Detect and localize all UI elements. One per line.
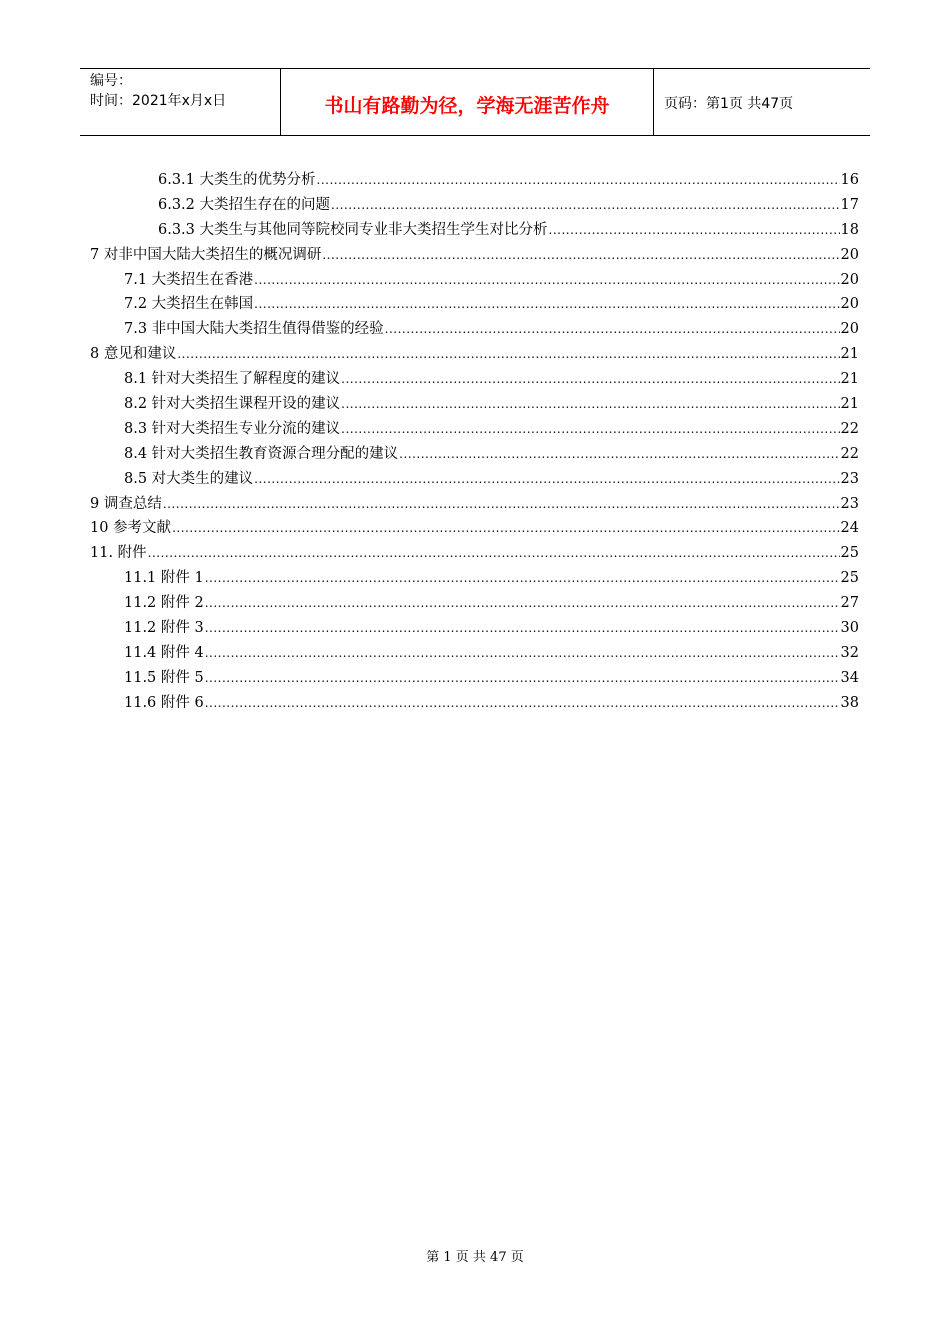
toc-dot-leader [205,571,840,585]
toc-entry[interactable] [90,467,859,492]
toc-entry-title: 11.1 附件 1 [124,570,204,587]
toc-entry-title: 11. 附件 [90,545,147,562]
toc-entry[interactable] [90,442,859,467]
toc-entry-title: 6.3.1 大类生的优势分析 [158,172,316,188]
toc-entry-title: 8.1 针对大类招生了解程度的建议 [124,371,341,388]
toc-dot-leader [205,671,840,685]
toc-dot-leader [341,397,839,411]
toc-entry-title: 7.3 非中国大陆大类招生值得借鉴的经验 [124,321,384,338]
toc-entry-title: 9 调查总结 [90,495,162,512]
toc-dot-leader [205,696,840,710]
toc-entry-title: 7.1 大类招生在香港 [124,271,254,288]
toc-entry-page-number: 17 [840,196,859,213]
header-motto: 书山有路勤为径，学海无涯苦作舟 [281,69,654,135]
toc-entry-page-number: 20 [840,296,859,313]
toc-entry[interactable] [90,168,859,193]
toc-entry[interactable] [90,417,859,442]
toc-entry[interactable] [90,691,859,716]
toc-entry-title: 8 意见和建议 [90,346,177,363]
toc-entry-page-number: 30 [840,620,859,637]
toc-entry-page-number: 21 [840,396,859,413]
toc-dot-leader [399,447,839,461]
toc-entry[interactable] [90,541,859,566]
toc-dot-leader [322,248,839,262]
toc-entry[interactable] [90,616,859,641]
toc-entry-page-number: 20 [840,246,859,263]
toc-dot-leader [205,646,840,660]
toc-entry[interactable] [90,193,859,218]
toc-entry-page-number: 32 [840,644,859,661]
toc-entry-title: 8.4 针对大类招生教育资源合理分配的建议 [124,445,399,462]
toc-entry[interactable] [90,317,859,342]
header-meta [80,69,281,135]
toc-entry-title: 6.3.3 大类生与其他同等院校同专业非大类招生学生对比分析 [158,221,548,238]
toc-entry-page-number: 21 [840,346,859,363]
toc-entry[interactable] [90,641,859,666]
page-header [80,68,870,136]
toc-entry-title: 8.5 对大类生的建议 [124,470,254,487]
toc-entry[interactable] [90,292,859,317]
toc-entry-title: 11.2 附件 2 [124,595,204,612]
toc-dot-leader [205,621,840,635]
toc-entry[interactable] [90,243,859,268]
document-date-label: 时间：2021年x月x日 [90,93,227,109]
toc-entry-title: 8.3 针对大类招生专业分流的建议 [124,420,341,437]
toc-dot-leader [148,546,840,560]
header-page-info: 页码：第1页 共47页 [664,96,794,112]
toc-entry-page-number: 20 [840,271,859,288]
toc-entry[interactable] [90,566,859,591]
toc-dot-leader [317,173,840,187]
toc-entry-page-number: 20 [840,321,859,338]
toc-entry-page-number: 24 [840,520,859,537]
toc-entry-page-number: 34 [840,669,859,686]
toc-entry-title: 11.5 附件 5 [124,669,204,686]
toc-entry-title: 11.4 附件 4 [124,644,204,661]
toc-entry-page-number: 22 [840,420,859,437]
toc-dot-leader [172,521,839,535]
toc-entry-title: 10 参考文献 [90,520,172,537]
toc-entry-page-number: 23 [840,470,859,487]
toc-entry-page-number: 16 [840,172,859,188]
toc-dot-leader [331,198,840,212]
toc-dot-leader [254,472,839,486]
page-footer: 第 1 页 共 47 页 [426,1250,524,1265]
toc-entry[interactable] [90,392,859,417]
toc-entry[interactable] [90,218,859,243]
toc-dot-leader [341,422,839,436]
toc-dot-leader [341,372,839,386]
toc-entry[interactable] [90,516,859,541]
toc-dot-leader [205,596,840,610]
toc-entry[interactable] [90,591,859,616]
toc-entry-page-number: 25 [840,570,859,587]
table-of-contents [90,168,859,716]
toc-entry-page-number: 27 [840,595,859,612]
toc-entry-page-number: 38 [840,694,859,711]
toc-entry[interactable] [90,666,859,691]
toc-entry-title: 7.2 大类招生在韩国 [124,296,254,313]
toc-entry-title: 7 对非中国大陆大类招生的概况调研 [90,246,322,263]
toc-dot-leader [254,273,839,287]
toc-entry-title: 6.3.2 大类招生存在的问题 [158,196,331,213]
toc-dot-leader [254,297,839,311]
toc-entry-page-number: 21 [840,371,859,388]
toc-entry-page-number: 18 [840,221,859,238]
toc-entry-page-number: 22 [840,445,859,462]
document-number-label: 编号： [90,73,132,89]
toc-dot-leader [177,347,839,361]
toc-entry-page-number: 23 [840,495,859,512]
toc-entry[interactable] [90,367,859,392]
toc-dot-leader [163,497,840,511]
toc-entry[interactable] [90,268,859,293]
toc-dot-leader [549,223,840,237]
toc-dot-leader [385,322,840,336]
toc-entry-page-number: 25 [840,545,859,562]
toc-entry[interactable] [90,492,859,517]
toc-entry-title: 11.6 附件 6 [124,694,204,711]
toc-entry[interactable] [90,342,859,367]
toc-entry-title: 11.2 附件 3 [124,620,204,637]
toc-entry-title: 8.2 针对大类招生课程开设的建议 [124,396,341,413]
